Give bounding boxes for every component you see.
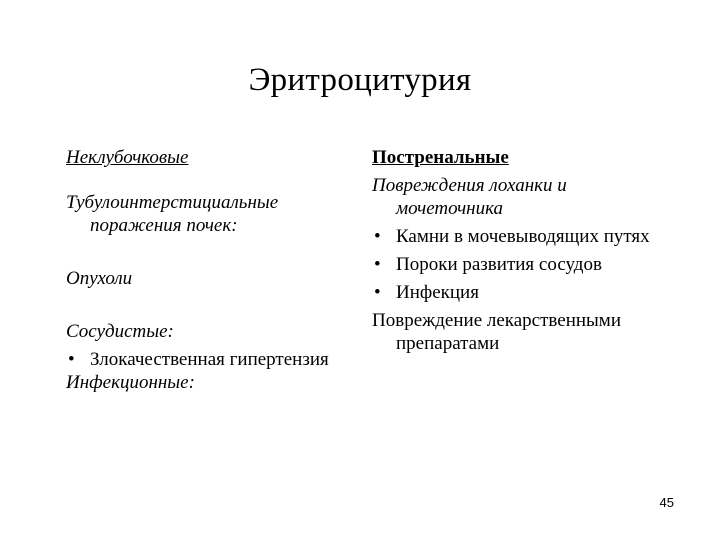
tumors-item: Опухоли	[66, 268, 133, 289]
bullet-marker: •	[374, 282, 381, 303]
bullet-marker: •	[68, 349, 75, 370]
tubulo-item: Тубулоинтерстициальные поражения почек:	[66, 192, 279, 236]
left-column	[66, 146, 346, 394]
left-heading: Неклубочковые	[66, 147, 189, 168]
bullet-vascular-malformations	[372, 253, 662, 276]
bullet-text: Инфекция	[396, 282, 479, 303]
bullet-marker: •	[374, 226, 381, 247]
damage-item: Повреждения лоханки и мочеточника	[372, 175, 567, 219]
right-heading: Постренальные	[372, 147, 509, 168]
bullet-malignant-hypertension	[66, 348, 346, 371]
drug-damage-item: Повреждение лекарственными препаратами	[372, 310, 621, 354]
bullet-marker: •	[374, 254, 381, 275]
bullet-infection	[372, 281, 662, 304]
page-number: 45	[659, 495, 674, 510]
bullet-text: Камни в мочевыводящих путях	[396, 226, 650, 247]
bullet-text: Злокачественная гипертензия	[90, 349, 329, 370]
infectious-item: Инфекционные:	[66, 372, 195, 393]
bullet-stones	[372, 225, 662, 248]
slide-title: Эритроцитурия	[248, 62, 472, 98]
bullet-text: Пороки развития сосудов	[396, 254, 602, 275]
right-column	[372, 146, 662, 355]
vascular-item: Сосудистые:	[66, 321, 174, 342]
